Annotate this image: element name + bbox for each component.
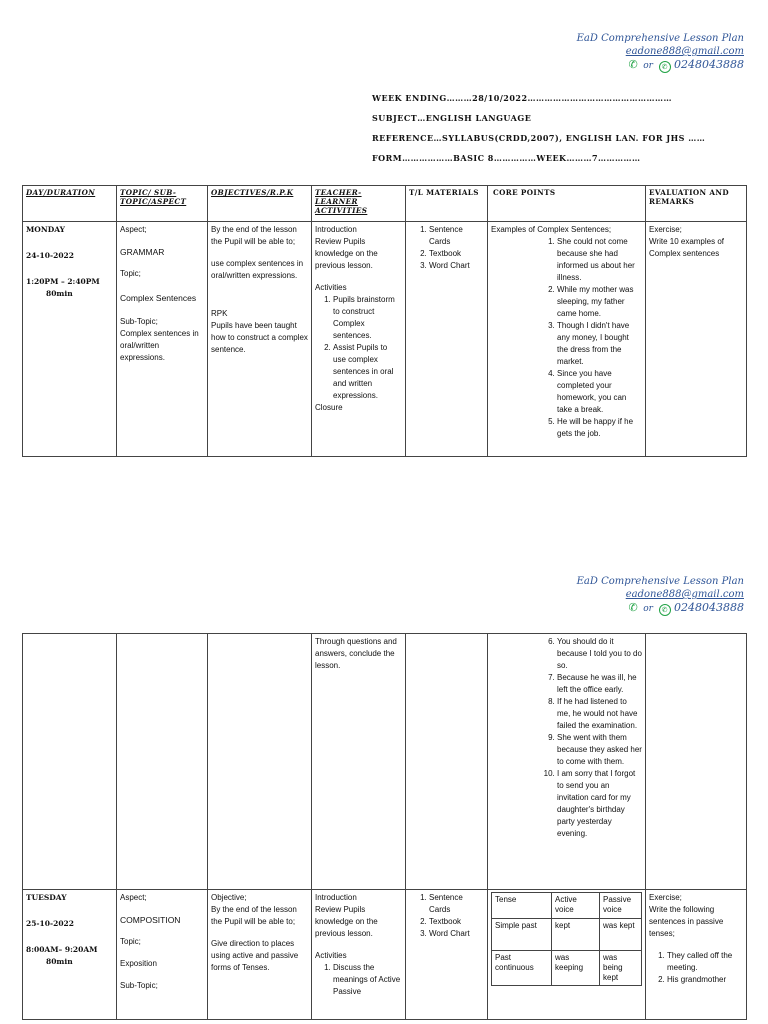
monday-row xyxy=(23,222,747,457)
intro-label: Introduction xyxy=(315,893,357,902)
tuesday-materials-cell xyxy=(406,890,488,1020)
list-item: 1. She could not come because she had informed us about her illness. xyxy=(557,236,642,284)
list-item: 3. Word Chart xyxy=(429,928,484,940)
day-time: 8:00AM– 9:20AM xyxy=(26,945,98,954)
list-item: 6. You should do it because I told you to do so. xyxy=(557,636,642,672)
whatsapp-icon: ✆ xyxy=(659,604,671,616)
monday-topic-cell xyxy=(117,222,208,457)
tuesday-day-cell xyxy=(23,890,117,1020)
table-header: Passive voice xyxy=(600,893,642,919)
topic: Exposition xyxy=(120,959,157,968)
list-item: 1. They called off the meeting. xyxy=(667,950,743,974)
lesson-plan-header xyxy=(577,32,744,73)
intro: Review Pupils knowledge on the previous lesson. xyxy=(315,905,378,938)
day-date: 24-10-2022 xyxy=(26,251,74,260)
day-name: TUESDAY xyxy=(26,893,67,902)
phone-icon: ✆ xyxy=(628,58,638,71)
week-ending: WEEK ENDING………28/10/2022…………………………………………… xyxy=(372,93,673,103)
table-row xyxy=(492,893,642,919)
col-activities: TEACHER-LEARNER ACTIVITIES xyxy=(312,186,406,222)
aspect: GRAMMAR xyxy=(120,247,165,257)
brand-title: EaD Comprehensive Lesson Plan xyxy=(576,33,744,44)
monday-objectives-cell xyxy=(208,222,312,457)
materials-list xyxy=(409,892,484,940)
list-item: 1. Sentence Cards xyxy=(429,892,484,916)
or-label: or xyxy=(643,604,653,614)
day-duration: 80min xyxy=(46,289,73,298)
aspect: COMPOSITION xyxy=(120,915,181,925)
day-time: 1:20PM – 2:40PM xyxy=(26,277,100,286)
eval: Write the following sentences in passive tenses; xyxy=(649,905,724,938)
table-cell: Simple past xyxy=(492,919,552,951)
list-item: 2. Textbook xyxy=(429,916,484,928)
day-duration: 80min xyxy=(46,957,73,966)
phone-row xyxy=(577,58,744,73)
day-name: MONDAY xyxy=(26,225,65,234)
empty-cell xyxy=(646,634,747,890)
list-item: 3. Word Chart xyxy=(429,260,484,272)
objectives: Give direction to places using active and passive forms of Tenses. xyxy=(211,939,299,972)
phone-number: 0248043888 xyxy=(674,58,744,71)
list-item: 2. While my mother was sleeping, my father came home. xyxy=(557,284,642,320)
col-core: CORE POINTS xyxy=(488,186,646,222)
core-list-continued xyxy=(491,636,642,840)
reference: REFERENCE…SYLLABUS(CRDD,2007), ENGLISH LAN. FOR JHS …… xyxy=(372,133,706,143)
closure: Through questions and answers, conclude the lesson. xyxy=(315,637,397,670)
monday-continued-row xyxy=(23,634,747,890)
list-item: 9. She went with them because they asked her to come with them. xyxy=(557,732,642,768)
core-title: Examples of Complex Sentences; xyxy=(491,225,612,234)
tuesday-row xyxy=(23,890,747,1020)
list-item: 1. Sentence Cards xyxy=(429,224,484,248)
subtopic-label: Sub-Topic; xyxy=(120,981,158,990)
activities-list xyxy=(315,962,402,998)
table-cell: was keeping xyxy=(552,951,600,986)
list-item: 2. Textbook xyxy=(429,248,484,260)
lesson-plan-header-page2 xyxy=(577,575,744,616)
objectives-intro: By the end of the lesson the Pupil will be able to; xyxy=(211,225,297,246)
core-list xyxy=(491,236,642,440)
phone-icon: ✆ xyxy=(628,601,638,614)
intro-label: Introduction xyxy=(315,225,357,234)
header-row xyxy=(23,186,747,222)
eval: Write 10 examples of Complex sentences xyxy=(649,237,724,258)
monday-day-cell xyxy=(23,222,117,457)
intro: Review Pupils knowledge on the previous lesson. xyxy=(315,237,378,270)
subtopic-label: Sub-Topic; xyxy=(120,317,158,326)
rpk-label: RPK xyxy=(211,309,228,318)
col-topic: TOPIC/ SUB-TOPIC/ASPECT xyxy=(117,186,208,222)
empty-cell xyxy=(117,634,208,890)
phone-row xyxy=(577,601,744,616)
email-link[interactable]: eadone888@gmail.com xyxy=(625,589,744,600)
monday-activities-cell xyxy=(312,222,406,457)
table-row xyxy=(492,951,642,986)
list-item: 2. Assist Pupils to use complex sentences in oral and written expressions. xyxy=(333,342,402,402)
col-day: DAY/DURATION xyxy=(23,186,117,222)
activities-label: Activities xyxy=(315,283,347,292)
list-item: 4. Since you have completed your homework, you can take a break. xyxy=(557,368,642,416)
topic-label: Topic; xyxy=(120,937,141,946)
brand-title: EaD Comprehensive Lesson Plan xyxy=(576,576,744,587)
col-evaluation: EVALUATION AND REMARKS xyxy=(646,186,747,222)
list-item: 1. Discuss the meanings of Active Passive xyxy=(333,962,402,998)
rpk: Pupils have been taught how to construct a complex sentence. xyxy=(211,321,308,354)
topic-label: Topic; xyxy=(120,269,141,278)
tuesday-evaluation-cell xyxy=(646,890,747,1020)
tuesday-topic-cell xyxy=(117,890,208,1020)
col-objectives: OBJECTIVES/R.P.K xyxy=(208,186,312,222)
tuesday-core-cell xyxy=(488,890,646,1020)
form: FORM………………BASIC 8……………WEEK………7…………… xyxy=(372,153,641,163)
subject: SUBJECT…ENGLISH LANGUAGE xyxy=(372,113,532,123)
whatsapp-icon: ✆ xyxy=(659,61,671,73)
list-item: 1. Pupils brainstorm to construct Complex sentences. xyxy=(333,294,402,342)
or-label: or xyxy=(643,61,653,71)
eval-list xyxy=(649,950,743,986)
list-item: 10. I am sorry that I forgot to send you an invitation card for my daughter's birthday party yesterday evening. xyxy=(557,768,642,840)
table-cell: Past continuous xyxy=(492,951,552,986)
closure-cell xyxy=(312,634,406,890)
subtopic: Complex sentences in oral/written expressions. xyxy=(120,329,199,362)
lesson-table-continued xyxy=(22,633,747,1020)
list-item: 7. Because he was ill, he left the office early. xyxy=(557,672,642,696)
tuesday-activities-cell xyxy=(312,890,406,1020)
objective-label: Objective; xyxy=(211,893,247,902)
empty-cell xyxy=(208,634,312,890)
activities-list xyxy=(315,294,402,402)
monday-evaluation-cell xyxy=(646,222,747,457)
objectives-intro: By the end of the lesson the Pupil will be able to; xyxy=(211,905,297,926)
table-cell: was being kept xyxy=(600,951,642,986)
list-item: 3. Though I didn't have any money, I bought the dress from the market. xyxy=(557,320,642,368)
activities-label: Activities xyxy=(315,951,347,960)
table-row xyxy=(492,919,642,951)
core-continued-cell xyxy=(488,634,646,890)
list-item: 2. His grandmother xyxy=(667,974,743,986)
list-item: 8. If he had listened to me, he would not have failed the examination. xyxy=(557,696,642,732)
empty-cell xyxy=(406,634,488,890)
topic: Complex Sentences xyxy=(120,293,197,303)
day-date: 25-10-2022 xyxy=(26,919,74,928)
eval-label: Exercise; xyxy=(649,225,682,234)
table-header: Tense xyxy=(492,893,552,919)
closure-label: Closure xyxy=(315,403,343,412)
table-header: Active voice xyxy=(552,893,600,919)
tuesday-objectives-cell xyxy=(208,890,312,1020)
phone-number: 0248043888 xyxy=(674,601,744,614)
list-item: 5. He will be happy if he gets the job. xyxy=(557,416,642,440)
email-link[interactable]: eadone888@gmail.com xyxy=(625,46,744,57)
eval-label: Exercise; xyxy=(649,893,682,902)
tense-table xyxy=(491,892,642,986)
monday-materials-cell xyxy=(406,222,488,457)
lesson-meta xyxy=(372,93,705,173)
empty-cell xyxy=(23,634,117,890)
aspect-label: Aspect; xyxy=(120,893,147,902)
col-materials: T/L MATERIALS xyxy=(406,186,488,222)
table-cell: kept xyxy=(552,919,600,951)
aspect-label: Aspect; xyxy=(120,225,147,234)
table-cell: was kept xyxy=(600,919,642,951)
objectives: use complex sentences in oral/written expressions. xyxy=(211,259,304,280)
monday-core-cell xyxy=(488,222,646,457)
lesson-table-monday xyxy=(22,185,747,457)
materials-list xyxy=(409,224,484,272)
